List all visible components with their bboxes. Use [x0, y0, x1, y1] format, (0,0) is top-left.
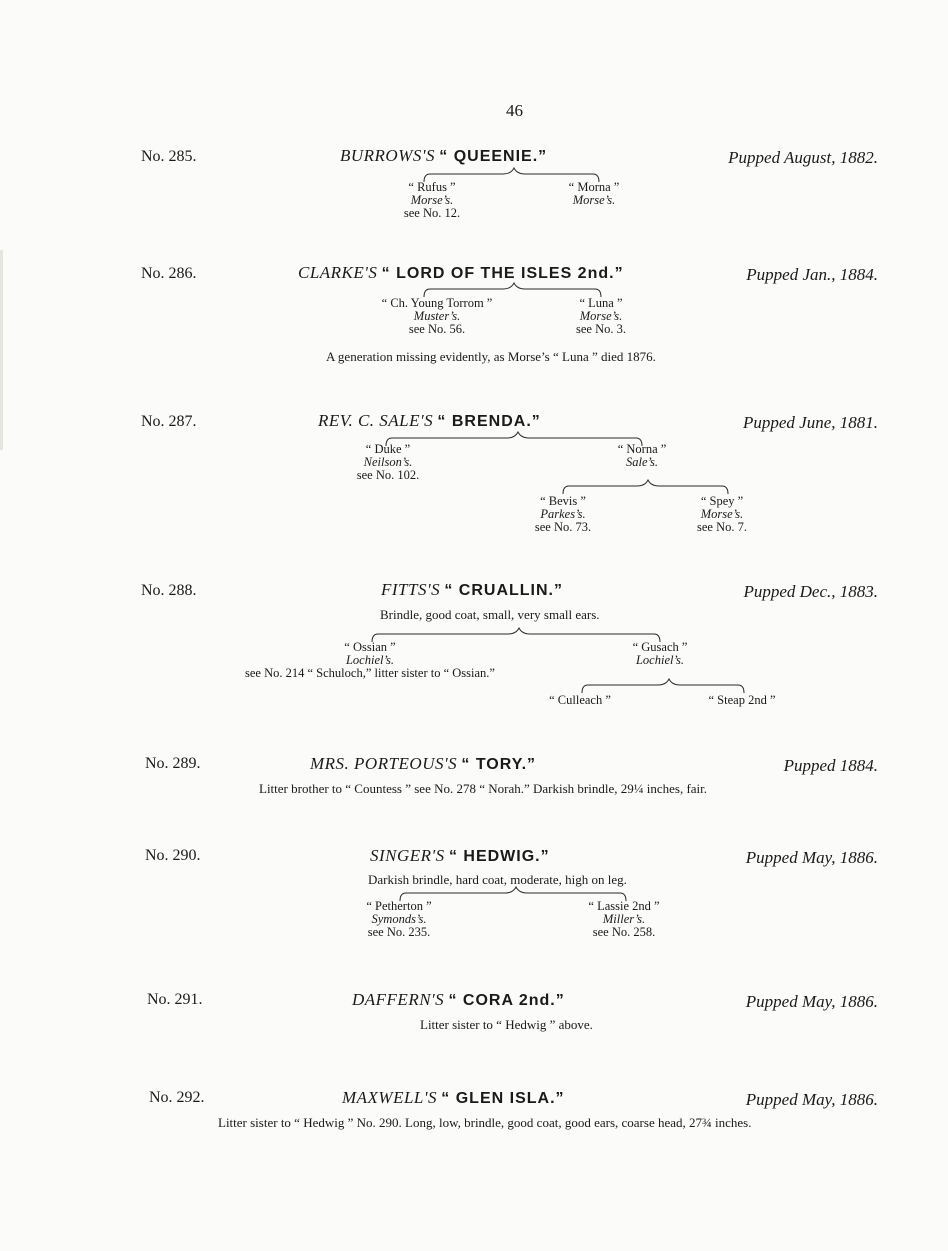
sire-name: “ Rufus ”: [408, 180, 456, 194]
entry-287-dam: [618, 443, 667, 469]
dam-sire-name: “ Culleach ”: [549, 693, 611, 707]
dam-name: “ Norna ”: [617, 442, 667, 456]
entry-287-name: “ BRENDA.”: [437, 413, 541, 430]
entry-286-number: No. 286.: [141, 265, 197, 282]
entry-285-sire: [404, 181, 460, 220]
entry-288-number: No. 288.: [141, 582, 197, 599]
entry-287-number: No. 287.: [141, 413, 197, 430]
entry-286-note: A generation missing evidently, as Morse’s “ Luna ” died 1876.: [326, 349, 656, 364]
dam-owner: Morse’s.: [572, 193, 616, 207]
entry-291-owner: DAFFERN'S: [352, 990, 445, 1009]
entry-292-name: “ GLEN ISLA.”: [441, 1090, 565, 1107]
entry-286-owner: CLARKE'S: [298, 263, 378, 282]
dam-sire-ref: see No. 73.: [534, 520, 592, 534]
page-number: 46: [506, 101, 523, 120]
sire-owner: Symonds’s.: [371, 912, 427, 926]
bracket-286: [424, 283, 601, 297]
entry-291-number: No. 291.: [147, 991, 203, 1008]
entry-287-owner: REV. C. SALE'S: [318, 411, 434, 430]
page-edge-shadow: [0, 250, 3, 450]
sire-ref: see No. 12.: [403, 206, 461, 220]
entry-285-pupped: Pupped August, 1882.: [728, 148, 878, 167]
sire-owner: Morse’s.: [410, 193, 454, 207]
entry-286-pupped: Pupped Jan., 1884.: [746, 265, 878, 284]
entry-285-dam: [569, 181, 620, 207]
entry-292-owner: MAXWELL'S: [342, 1088, 438, 1107]
bracket-288: [372, 628, 660, 642]
dam-dam-owner: Morse’s.: [700, 507, 744, 521]
entry-290-pupped: Pupped May, 1886.: [745, 848, 878, 867]
entry-292-pupped: Pupped May, 1886.: [745, 1090, 878, 1109]
entry-289-owner: MRS. PORTEOUS'S: [310, 754, 458, 773]
dam-ref: see No. 258.: [592, 925, 656, 939]
sire-ref: see No. 102.: [356, 468, 420, 482]
entry-288-description: Brindle, good coat, small, very small ears.: [380, 607, 600, 622]
sire-name: “ Petherton ”: [366, 899, 432, 913]
dam-ref: see No. 3.: [576, 322, 626, 336]
sire-ref: see No. 235.: [367, 925, 431, 939]
entry-288-title: [381, 580, 563, 600]
entry-289-pupped: Pupped 1884.: [783, 756, 878, 775]
entry-289-name: “ TORY.”: [461, 756, 537, 773]
entry-289-description: Litter brother to “ Countess ” see No. 278 “ Norah.” Darkish brindle, 29¼ inches, fair.: [259, 781, 708, 796]
entry-291-name: “ CORA 2nd.”: [448, 992, 565, 1009]
dam-owner: Morse’s.: [579, 309, 623, 323]
entry-289-number: No. 289.: [145, 755, 201, 772]
entry-287-sire: [357, 443, 420, 482]
entry-292-number: No. 292.: [149, 1089, 205, 1106]
sire-name: “ Ch. Young Torrom ”: [381, 296, 493, 310]
dam-dam-name: “ Steap 2nd ”: [708, 693, 776, 707]
entry-291-title: [352, 990, 565, 1010]
bracket-288-dam: [582, 679, 744, 693]
entry-288-owner: FITTS'S: [381, 580, 441, 599]
dam-dam-ref: see No. 7.: [697, 520, 747, 534]
dam-name: “ Luna ”: [579, 296, 623, 310]
entry-289-title: [310, 754, 536, 774]
entry-290-title: [370, 846, 550, 866]
entry-291-pupped: Pupped May, 1886.: [745, 992, 878, 1011]
dam-sire-name: “ Bevis ”: [540, 494, 586, 508]
entry-288-dam-sire: [549, 694, 611, 707]
sire-ref: see No. 56.: [408, 322, 466, 336]
dam-owner: Lochiel’s.: [635, 653, 685, 667]
entry-287-dam-dam: [697, 495, 747, 534]
dam-name: “ Lassie 2nd ”: [588, 899, 660, 913]
entry-288-pupped: Pupped Dec., 1883.: [743, 582, 878, 601]
dam-name: “ Morna ”: [568, 180, 620, 194]
entry-292-description: Litter sister to “ Hedwig ” No. 290. Long, low, brindle, good coat, good ears, coarse head, 27¾ inches.: [218, 1115, 752, 1130]
entry-287-title: [318, 411, 541, 431]
dam-dam-name: “ Spey ”: [700, 494, 744, 508]
dam-owner: Sale’s.: [625, 455, 659, 469]
entry-286-name: “ LORD OF THE ISLES 2nd.”: [381, 265, 624, 282]
entry-285-owner: BURROWS'S: [340, 146, 436, 165]
entry-288-dam: [633, 641, 688, 667]
bracket-287: [386, 432, 642, 446]
entry-287-pupped: Pupped June, 1881.: [742, 413, 878, 432]
entry-290-number: No. 290.: [145, 847, 201, 864]
entry-290-sire: [366, 900, 431, 939]
entry-288-sire: [245, 641, 495, 680]
sire-owner: Muster’s.: [413, 309, 461, 323]
entry-290-owner: SINGER'S: [370, 846, 445, 865]
entry-288-name: “ CRUALLIN.”: [444, 582, 563, 599]
entry-290-name: “ HEDWIG.”: [448, 848, 550, 865]
entry-285-title: [340, 146, 547, 166]
entry-286-title: [298, 263, 624, 283]
dam-sire-owner: Parkes’s.: [540, 507, 586, 521]
sire-ref: see No. 214 “ Schuloch,” litter sister to “ Ossian.”: [245, 666, 495, 680]
entry-287-dam-sire: [535, 495, 591, 534]
entry-290-dam: [588, 900, 659, 939]
dam-name: “ Gusach ”: [632, 640, 688, 654]
entry-291-description: Litter sister to “ Hedwig ” above.: [420, 1017, 593, 1032]
dam-owner: Miller’s.: [602, 912, 646, 926]
entry-286-sire: [382, 297, 493, 336]
entry-285-number: No. 285.: [141, 148, 197, 165]
entry-285-name: “ QUEENIE.”: [439, 148, 548, 165]
entry-286-dam: [576, 297, 626, 336]
entry-290-description: Darkish brindle, hard coat, moderate, high on leg.: [368, 872, 627, 887]
sire-name: “ Duke ”: [365, 442, 411, 456]
bracket-287-dam: [563, 480, 728, 494]
sire-owner: Lochiel’s.: [345, 653, 395, 667]
sire-owner: Neilson’s.: [363, 455, 413, 469]
entry-288-dam-dam: [709, 694, 776, 707]
sire-name: “ Ossian ”: [344, 640, 396, 654]
entry-292-title: [342, 1088, 565, 1108]
